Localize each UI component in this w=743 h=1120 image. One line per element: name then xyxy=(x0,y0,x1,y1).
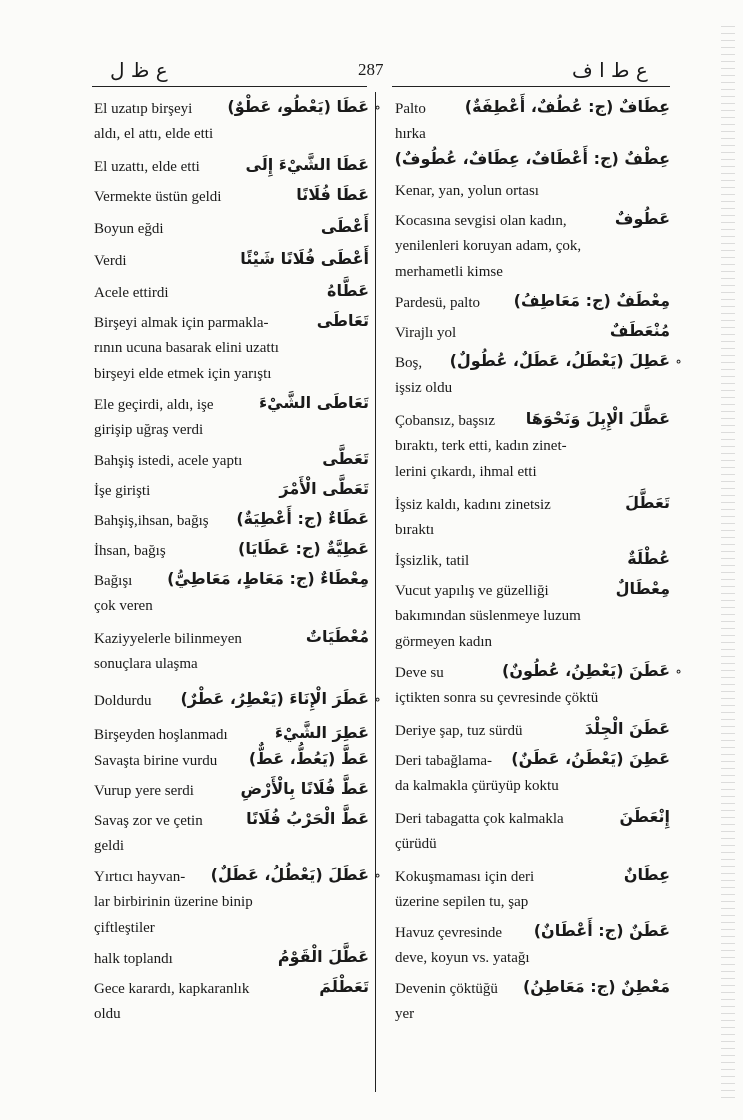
entry-translation-continued: üzerine sepilen tu, şap xyxy=(395,894,529,910)
entry-arabic-headword: عَطَّ الْحَرْبُ فُلَانًا xyxy=(246,809,369,828)
dictionary-entry xyxy=(94,626,369,678)
entry-arabic-headword: تَعَاطَى xyxy=(316,311,369,330)
entry-translation: Virajlı yol xyxy=(395,325,457,341)
entry-translation: Deri tabağlama- xyxy=(395,753,493,769)
entry-translation: El uzattı, elde etti xyxy=(94,159,200,175)
entry-arabic-headword: عَطَّ (يَعُطُّ، عَطٌّ) xyxy=(248,749,369,768)
entry-arabic-headword: عَطِيَّةٌ (ج: عَطَايَا) xyxy=(238,539,369,558)
entry-translation-continued: girişip uğraş verdi xyxy=(94,422,204,438)
root-marker: ∘ xyxy=(675,665,682,680)
entry-translation: Palto xyxy=(395,101,426,117)
entry-arabic-headword: عَطَنٌ (ج: أَعْطَانٌ) xyxy=(533,921,670,940)
entry-translation-continued: sonuçlara ulaşma xyxy=(94,656,198,672)
page-edge-shading xyxy=(721,20,735,1100)
entry-translation-continued: deve, koyun vs. yatağı xyxy=(395,950,530,966)
entry-translation: İşe girişti xyxy=(94,483,151,499)
entry-translation: Acele ettirdi xyxy=(94,285,169,301)
entry-translation: Deriye şap, tuz sürdü xyxy=(395,723,523,739)
dictionary-entry xyxy=(395,806,670,858)
entry-translation: Deri tabagatta çok kalmakla xyxy=(395,811,564,827)
entry-arabic-headword: تَعَطَّى xyxy=(322,449,369,468)
dictionary-entry xyxy=(395,208,670,286)
dictionary-entry xyxy=(94,184,369,210)
entry-arabic-headword: مِعْطَالٌ xyxy=(615,579,670,598)
entry-arabic-headword: عَطَّلَ الْقَوْمُ xyxy=(277,947,369,966)
root-marker: ∘ xyxy=(374,693,381,708)
entry-translation: Bağışı xyxy=(94,573,133,589)
dictionary-entry xyxy=(94,392,369,444)
entry-arabic-headword: عَطَا (يَعْطُو، عَطْوٌ) xyxy=(227,97,369,116)
entry-translation-continued: geldi xyxy=(94,838,124,854)
entry-translation: Devenin çöktüğü xyxy=(395,981,498,997)
entry-translation: Vermekte üstün geldi xyxy=(94,189,222,205)
header-left-letters: ع ظ ل xyxy=(110,58,168,82)
entry-translation-continued: rının ucuna basarak elini uzattı xyxy=(94,340,279,356)
entry-translation-continued: lerini çıkardı, ihmal etti xyxy=(395,464,537,480)
header-right-letters: ع ط ا ف xyxy=(572,58,648,82)
header-rule-right xyxy=(392,86,670,87)
dictionary-entry xyxy=(395,748,670,800)
entry-translation: Savaşta birine vurdu xyxy=(94,753,218,769)
entry-arabic-headword: أَعْطَى فُلَانًا شَيْئًا xyxy=(240,249,369,268)
entry-translation-continued: bakımından süslenmeye luzum xyxy=(395,608,581,624)
page-number: 287 xyxy=(358,60,384,79)
dictionary-entry xyxy=(395,578,670,656)
entry-arabic-headword: عَطَاءٌ (ج: أَعْطِيَةٌ) xyxy=(236,509,369,528)
entry-translation-continued: çiftleştiler xyxy=(94,920,155,936)
entry-translation: Verdi xyxy=(94,253,127,269)
root-marker: ∘ xyxy=(374,869,381,884)
entry-arabic-headword: عِطْفٌ (ج: أَعْطَافٌ، عِطَافٌ، عُطُوفٌ) xyxy=(394,149,670,168)
entry-translation: Bahşiş,ihsan, bağış xyxy=(94,513,209,529)
dictionary-entry xyxy=(395,178,670,204)
entry-translation: Boş, xyxy=(395,355,423,371)
dictionary-entry xyxy=(94,448,369,474)
dictionary-entry xyxy=(395,864,670,916)
entry-arabic-headword: مِعْطَفٌ (ج: مَعَاطِفُ) xyxy=(513,291,670,310)
dictionary-entry xyxy=(395,148,670,174)
entry-translation: El uzatıp birşeyi xyxy=(94,101,193,117)
header-rule-left xyxy=(92,86,367,87)
dictionary-entry xyxy=(395,290,670,316)
dictionary-entry xyxy=(395,492,670,544)
dictionary-entry xyxy=(94,478,369,504)
dictionary-entry xyxy=(94,722,369,748)
column-divider xyxy=(375,92,376,1092)
entry-arabic-headword: عَطَّلَ الْإِبِلَ وَنَحْوَهَا xyxy=(525,409,670,428)
entry-translation: Ele geçirdi, aldı, işe xyxy=(94,397,214,413)
entry-translation-continued: yenilenleri koruyan adam, çok, xyxy=(395,238,582,254)
entry-translation: halk toplandı xyxy=(94,951,173,967)
entry-translation: Çobansız, başsız xyxy=(395,413,495,429)
entry-translation: Yırtıcı hayvan- xyxy=(94,869,186,885)
entry-arabic-headword: أَعْطَى xyxy=(320,217,369,236)
entry-arabic-headword: مُعْطَيَاتٌ xyxy=(305,627,369,646)
entry-translation: Birşeyden hoşlanmadı xyxy=(94,727,228,743)
entry-arabic-headword: عَطِلَ (يَعْطَلُ، عَطَلٌ، عُطُولٌ) xyxy=(449,351,670,370)
entry-translation: Kenar, yan, yolun ortası xyxy=(395,183,539,199)
entry-arabic-headword: إِنْعَطَنَ xyxy=(619,807,670,826)
dictionary-entry xyxy=(94,310,369,388)
entry-arabic-headword: عَطَنَ الْجِلْدَ xyxy=(584,719,670,738)
dictionary-entry xyxy=(94,280,369,306)
entry-translation-continued: işsiz oldu xyxy=(395,380,453,396)
entry-translation-continued: yer xyxy=(395,1006,415,1022)
left-column xyxy=(94,96,381,1028)
entry-translation: İhsan, bağış xyxy=(94,543,166,559)
dictionary-entry xyxy=(395,350,682,402)
entry-translation: Boyun eğdi xyxy=(94,221,164,237)
dictionary-entry xyxy=(395,920,670,972)
entry-arabic-headword: تَعَطَّلَ xyxy=(625,493,670,512)
root-marker: ∘ xyxy=(374,101,381,116)
dictionary-entry xyxy=(94,976,369,1028)
entry-translation-continued: görmeyen kadın xyxy=(395,634,493,650)
entry-translation-continued: çok veren xyxy=(94,598,153,614)
entry-translation-continued: hırka xyxy=(395,126,426,142)
dictionary-entry xyxy=(94,778,369,804)
entry-arabic-headword: عُطْلَةٌ xyxy=(627,549,670,568)
entry-translation-continued: içtikten sonra su çevresinde çöktü xyxy=(395,690,599,706)
entry-arabic-headword: عَطِنَ (يَعْطَنُ، عَطَنٌ) xyxy=(511,749,670,768)
entry-arabic-headword: عَطُوفٌ xyxy=(614,209,670,228)
dictionary-entry xyxy=(395,718,670,744)
entry-translation-continued: oldu xyxy=(94,1006,121,1022)
entry-arabic-headword: تَعَطْلَمَ xyxy=(319,977,369,996)
dictionary-entry xyxy=(94,808,369,860)
dictionary-entry xyxy=(94,864,381,942)
dictionary-entry xyxy=(94,154,369,180)
entry-arabic-headword: مِعْطَاءٌ (ج: مَعَاطٍ، مَعَاطِيُّ) xyxy=(167,569,369,588)
dictionary-entry xyxy=(395,660,682,712)
entry-translation: İşsiz kaldı, kadını zinetsiz xyxy=(395,497,551,513)
entry-arabic-headword: مُنْعَطَفٌ xyxy=(609,321,670,340)
entry-translation-continued: aldı, el attı, elde etti xyxy=(94,126,214,142)
dictionary-entry xyxy=(395,96,670,148)
entry-arabic-headword: عَطِرَ الشَّيْءَ xyxy=(274,723,369,742)
entry-translation-continued: birşeyi elde etmek için yarıştı xyxy=(94,366,272,382)
dictionary-entry xyxy=(395,976,670,1028)
entry-translation: Havuz çevresinde xyxy=(395,925,503,941)
dictionary-entry xyxy=(395,320,670,346)
dictionary-entry xyxy=(94,216,369,242)
entry-translation-continued: çürüdü xyxy=(395,836,437,852)
entry-arabic-headword: عِطَافٌ (ج: عُطُفٌ، أَعْطِفَةٌ) xyxy=(464,97,670,116)
dictionary-entry xyxy=(94,688,381,714)
root-marker: ∘ xyxy=(675,355,682,370)
entry-translation: Birşeyi almak için parmakla- xyxy=(94,315,269,331)
dictionary-entry xyxy=(94,946,369,972)
entry-arabic-headword: عَطَا الشَّيْءَ إِلَى xyxy=(245,155,369,174)
dictionary-entry xyxy=(94,248,369,274)
dictionary-entry xyxy=(94,96,381,148)
entry-arabic-headword: عَطَلَ (يَعْطُلُ، عَطَلٌ) xyxy=(210,865,369,884)
entry-translation-continued: bıraktı, terk etti, kadın zinet- xyxy=(395,438,567,454)
entry-translation: Kaziyyelerle bilinmeyen xyxy=(94,631,242,647)
entry-arabic-headword: عَطَا فُلَانًا xyxy=(296,185,369,204)
entry-arabic-headword: عِطَانٌ xyxy=(623,865,670,884)
entry-arabic-headword: تَعَاطَى الشَّيْءَ xyxy=(258,393,369,412)
entry-arabic-headword: عَطَرَ الْإِنَاءَ (يَعْطِرُ، عَطْرٌ) xyxy=(180,689,369,708)
entry-translation: Gece karardı, kapkaranlık xyxy=(94,981,250,997)
page-header xyxy=(0,58,743,86)
entry-translation-continued: da kalmakla çürüyüp koktu xyxy=(395,778,559,794)
entry-translation: Doldurdu xyxy=(94,693,152,709)
dictionary-entry xyxy=(395,548,670,574)
dictionary-entry xyxy=(94,538,369,564)
entry-translation: İşsizlik, tatil xyxy=(395,553,470,569)
entry-arabic-headword: تَعَطَّى الْأَمْرَ xyxy=(279,479,369,498)
dictionary-entry xyxy=(94,568,369,620)
entry-translation: Kocasına sevgisi olan kadın, xyxy=(395,213,567,229)
entry-translation: Vucut yapılış ve güzelliği xyxy=(395,583,549,599)
dictionary-entry xyxy=(395,408,670,486)
entry-translation-continued: merhametli kimse xyxy=(395,264,503,280)
dictionary-entry xyxy=(94,748,369,774)
entry-translation: Kokuşmaması için deri xyxy=(395,869,535,885)
entry-translation-continued: lar birbirinin üzerine binip xyxy=(94,894,253,910)
entry-arabic-headword: عَطَنَ (يَعْطِنُ، عُطُونٌ) xyxy=(502,661,670,680)
entry-arabic-headword: عَطَّاهُ xyxy=(327,281,369,300)
entry-translation-continued: bıraktı xyxy=(395,522,435,538)
entry-arabic-headword: عَطَّ فُلَانًا بِالْأَرْضِ xyxy=(240,779,369,798)
entry-translation: Deve su xyxy=(395,665,444,681)
entry-translation: Savaş zor ve çetin xyxy=(94,813,203,829)
entry-translation: Pardesü, palto xyxy=(395,295,480,311)
entry-translation: Vurup yere serdi xyxy=(94,783,194,799)
right-column xyxy=(394,96,682,1028)
entry-translation: Bahşiş istedi, acele yaptı xyxy=(94,453,243,469)
dictionary-entry xyxy=(94,508,369,534)
entry-arabic-headword: مَعْطِنٌ (ج: مَعَاطِنُ) xyxy=(522,977,670,996)
